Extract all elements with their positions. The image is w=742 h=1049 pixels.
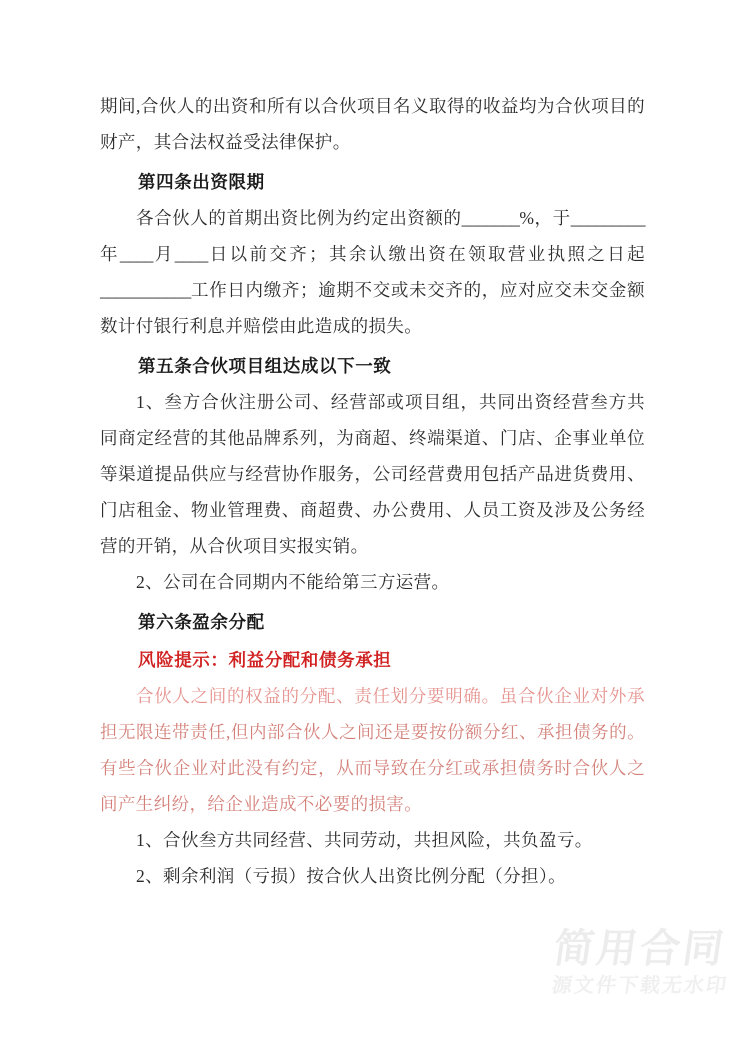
article-4-heading: 第四条出资限期 bbox=[138, 172, 265, 192]
watermark-sub-text: 源文件下载无水印 bbox=[550, 975, 730, 997]
article-4-blank-workdays: ___________ bbox=[100, 280, 191, 300]
article-6-item-1: 1、合伙叁方共同经营、共同劳动，共担风险，共负盈亏。 bbox=[136, 830, 593, 850]
article-6-item-2: 2、剩余利润（亏损）按合伙人出资比例分配（分担）。 bbox=[136, 866, 566, 886]
article-4-text-5: 日以前交齐；其余认缴出资在领取营业执照之日起 bbox=[207, 244, 645, 264]
article-4-text-2: %，于 bbox=[519, 208, 571, 228]
article-4-text-4: 月 bbox=[152, 244, 175, 264]
article-4-text-3: 年 bbox=[100, 244, 120, 264]
article-4-blank-day: ____ bbox=[174, 244, 208, 264]
article-4-body bbox=[100, 200, 645, 344]
article-5-heading: 第五条合伙项目组达成以下一致 bbox=[138, 356, 392, 376]
document-content bbox=[100, 88, 645, 894]
article-4-blank-month: ____ bbox=[119, 244, 153, 264]
watermark-main-text: 简用合同 bbox=[550, 927, 730, 971]
article-6-heading: 第六条盈余分配 bbox=[138, 612, 265, 632]
risk-warning-body bbox=[100, 678, 645, 822]
article-5-item-1: 1、叁方合伙注册公司、经营部或项目组，共同出资经营叁方共同商定经营的其他品牌系列，为商超、终端渠道、门店、企事业单位等渠道提品供应与经营协作服务，公司经营费用包括产品进货费用、门店租金、物业管理费、商超费、办公费用、人员工资及涉及公务经营的开销，从合伙项目实报实销。 bbox=[100, 392, 645, 556]
intro-paragraph: 期间,合伙人的出资和所有以合伙项目名义取得的收益均为合伙项目的财产，其合法权益受法律保护。 bbox=[100, 96, 645, 152]
risk-warning-line-rest: 担无限连带责任,但内部合伙人之间还是要按份额分红、承担债务的。有些合伙企业对此没有约定，从而导致在分红或承担债务时合伙人之间产生纠纷，给企业造成不必要的损害。 bbox=[100, 722, 645, 814]
article-4-text-6: 工作日内缴齐；逾期不交或未交齐的，应对应交未交金额数计付银行利息并赔偿由此造成的损失。 bbox=[100, 280, 645, 336]
risk-warning-heading: 风险提示：利益分配和债务承担 bbox=[138, 650, 392, 670]
article-4-text-1: 各合伙人的首期出资比例为约定出资额的 bbox=[136, 208, 462, 228]
article-4-blank-year: _________ bbox=[570, 208, 645, 228]
risk-warning-line-1: 合伙人之间的权益的分配、责任划分要明确。虽合伙企业对外承 bbox=[136, 686, 645, 706]
watermark bbox=[552, 927, 728, 999]
article-5-item-2: 2、公司在合同期内不能给第三方运营。 bbox=[136, 572, 450, 592]
article-4-blank-percent: _______ bbox=[461, 208, 520, 228]
